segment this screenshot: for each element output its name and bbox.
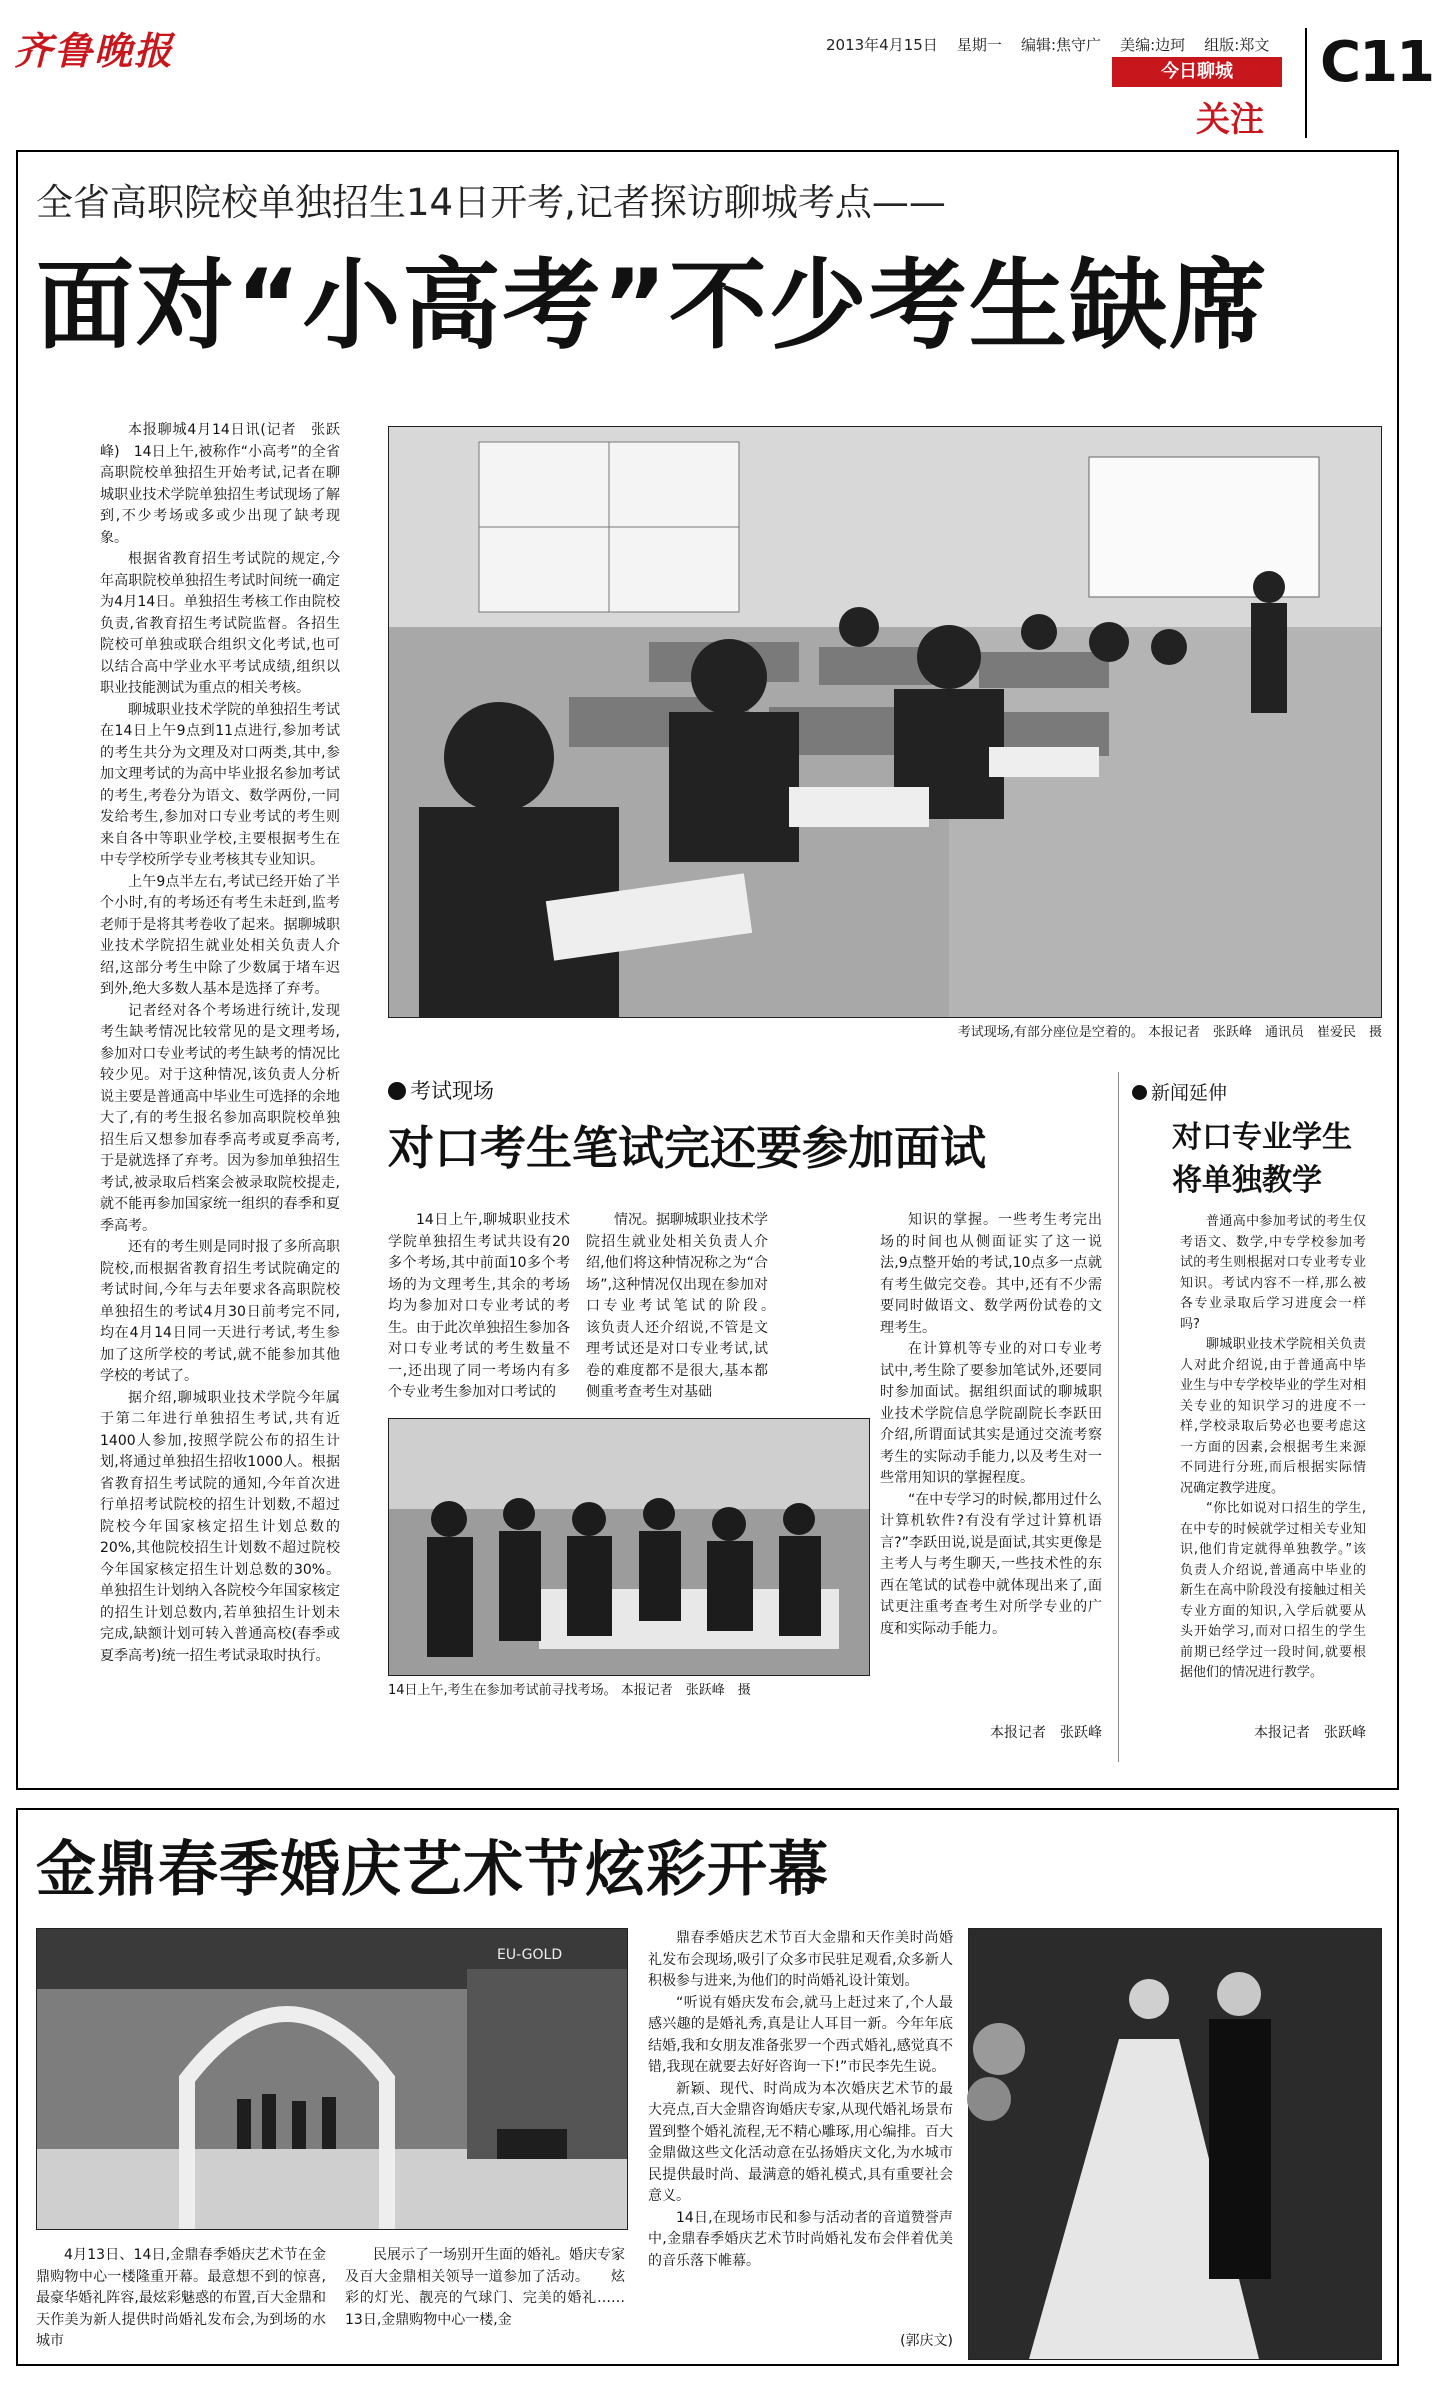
side-story-paragraph: 普通高中参加考试的考生仅考语文、数学,中专学校参加考试的考生则根据对口专业考专业知识。考试内容不一样,那么被各专业录取后学习进度会一样吗?: [1180, 1214, 1366, 1332]
lead-paragraph: 记者经对各个考场进行统计,发现考生缺考情况比较常见的是文理考场,参加对口专业考试的考生缺考的情况比较少见。对于这种情况,该负责人分析说主要是普通高中毕业生可选择的余地大了,有的考生报名参加高职院校单独招生后又想参加春季高考或夏季高考,于是就选择了弃考。因为参加单独招生考试,被录取后档案会被录取院校提走,就不能再参加国家统一组织的春季和夏季高考。: [100, 1002, 340, 1234]
bottom-story-column-3: [648, 1928, 953, 2328]
side-story-headline-line1: 对口专业学生: [1172, 1120, 1352, 1155]
sub-story-paragraph: 在计算机等专业的对口专业考试中,考生除了要参加笔试外,还要同时参加面试。据组织面试的聊城职业技术学院信息学院副院长李跃田介绍,所谓面试其实是通过交流考察考生的实际动手能力,以及考生对一些常用知识的掌握程度。: [880, 1341, 1102, 1486]
sub-story-paragraph: “在中专学习的时候,都用过什么计算机软件?有没有学过计算机语言?”李跃田说,说是面试,其实更像是主考人与考生聊天,一些技术性的东西在笔试的试卷中就体现出来了,面试更注重考查考生对所学专业的广度和实际动手能力。: [880, 1491, 1102, 1637]
bottom-story-column-1: [36, 2245, 326, 2355]
exam-room-photo-illustration: [389, 427, 1381, 1017]
column-divider: [1118, 1072, 1119, 1762]
sub-story-column-2: [586, 1210, 796, 1405]
lead-paragraph: 本报聊城4月14日讯(记者 张跃峰) 14日上午,被称作“小高考”的全省高职院校单独招生开始考试,记者在聊城职业技术学院单独招生考试现场了解到,不少考场或多或少出现了缺考现象。: [100, 422, 340, 546]
bottom-story-headline: 金鼎春季婚庆艺术节炫彩开幕: [36, 1835, 829, 1905]
sub-story-tag-label: 考试现场: [410, 1079, 494, 1103]
exam-room-photo: [388, 426, 1382, 1018]
bottom-story-byline: (郭庆文): [900, 2333, 953, 2349]
tag-bullet-icon: [1132, 1085, 1147, 1100]
page-number: C11: [1320, 30, 1433, 95]
bottom-story-paragraph: 新颖、现代、时尚成为本次婚庆艺术节的最大亮点,百大金鼎咨询婚庆专家,从现代婚礼场景布置到整个婚礼流程,无不精心雕琢,用心编排。百大金鼎做这些文化活动意在弘扬婚庆文化,为水城市民提供最时尚、最满意的婚礼模式,具有重要社会意义。: [648, 2080, 953, 2204]
lead-paragraph: 聊城职业技术学院的单独招生考试在14日上午9点到11点进行,参加考试的考生共分为文理及对口两类,其中,参加文理考试的为高中毕业报名参加考试的考生,考卷分为语文、数学两份,一同发给考生,参加对口专业考试的考生则来自各中等职业学校,主要根据考生在中专学校所学专业考核其专业知识。: [100, 701, 340, 868]
lead-paragraph: 还有的考生则是同时报了多所高职院校,而根据省教育招生考试院确定的考试时间,今年与去年要求各高职院校单独招生的考试4月30日前考完不同,均在4月14日同一天进行考试,考生参加了这所学校的考试,就不能参加其他学校的考试了。: [100, 1239, 340, 1384]
side-story-paragraph: 聊城职业技术学院相关负责人对此介绍说,由于普通高中毕业生与中专学校毕业的学生对相关专业的知识学习的进度不一样,学校录取后势必也要考虑这一方面的因素,会根据考生来源不同进行分班,而后根据实际情况确定教学进度。: [1180, 1337, 1366, 1496]
sub-story-tag: [388, 1075, 494, 1105]
lead-paragraph: 据介绍,聊城职业技术学院今年属于第二年进行单独招生考试,共有近1400人参加,按照学院公布的招生计划,将通过单独招生招收1000人。根据省教育招生考试院的通知,今年首次进行单招考试院校的招生计划数,不超过院校今年国家核定招生计划总数的20%,其他院校招生计划数不超过院校今年国家核定招生计划总数的30%。单独招生计划纳入各院校今年国家核定的招生计划总数内,若单独招生计划未完成,缺额计划可转入普通高校(春季或夏季高考)统一招生考试录取时执行。: [100, 1389, 340, 1664]
lead-headline: 面对“小高考”不少考生缺席: [36, 249, 1269, 363]
masthead-info: [826, 34, 1269, 55]
bottom-story-paragraph: 鼎春季婚庆艺术节百大金鼎和天作美时尚婚礼发布会现场,吸引了众多市民驻足观看,众多新人积极参与进来,为他们的时尚婚礼设计策划。: [648, 1930, 953, 1989]
sub-story-headline: 对口考生笔试完还要参加面试: [388, 1121, 986, 1175]
bottom-story-column-2: [345, 2245, 625, 2355]
sub-story-byline: 本报记者 张跃峰: [990, 1725, 1102, 1741]
sub-story-column-1: [388, 1210, 570, 1405]
sub-story-paragraph: 14日上午,聊城职业技术学院单独招生考试共设有20多个考场,其中前面10多个考场的为文理考生,其余的考场均为参加对口专业考试的考生。由于此次单独招生参加各对口专业考试的考生数量不一,还出现了同一考场内有多个专业考生参加对口考试的: [388, 1212, 570, 1400]
section-tag: 今日聊城: [1112, 57, 1282, 87]
sub-story-paragraph: 情况。据聊城职业技术学院招生就业处相关负责人介绍,他们将这种情况称之为“合场”,这种情况仅出现在参加对口专业考试笔试的阶段。 该负责人还介绍说,不管是文理考试还是对口专业考试,试卷的难度都不是很大,基本都侧重考查考生对基础: [586, 1212, 796, 1400]
art-editor-credit: 美编:边珂: [1120, 36, 1186, 54]
bottom-story-paragraph: 民展示了一场别开生面的婚礼。婚庆专家及百大金鼎相关领导一道参加了活动。 炫彩的灯光、靓亮的气球门、完美的婚礼……13日,金鼎购物中心一楼,金: [345, 2247, 625, 2328]
lead-paragraph: 上午9点半左右,考试已经开始了半个小时,有的考场还有考生未赶到,监考老师于是将其考卷收了起来。据聊城职业技术学院招生就业处相关负责人介绍,这部分考生中除了少数属于堵车迟到外,绝大多数人基本是选择了弃考。: [100, 873, 340, 997]
side-story-body: [1180, 1212, 1366, 1717]
issue-weekday: 星期一: [956, 36, 1002, 54]
lead-paragraph: 根据省教育招生考试院的规定,今年高职院校单独招生考试时间统一确定为4月14日。单独招生考核工作由院校负责,省教育招生考试院监督。各招生院校可单独或联合组织文化考试,也可以结合高中学业水平考试成绩,组织以职业技能测试为重点的相关考核。: [100, 551, 340, 696]
exam-room-photo-caption: 考试现场,有部分座位是空着的。 本报记者 张跃峰 通讯员 崔爱民 摄: [957, 1025, 1382, 1040]
tag-bullet-icon: [388, 1082, 406, 1100]
bottom-story-paragraph: 14日,在现场市民和参与活动者的音道赞誉声中,金鼎春季婚庆艺术节时尚婚礼发布会伴着优美的音乐落下帷幕。: [648, 2209, 953, 2269]
lead-body: [100, 420, 340, 1755]
wedding-arch-photo-illustration: [37, 1929, 627, 2229]
mall-sign-text: EU-GOLD: [497, 1947, 563, 1963]
editor-credit: 编辑:焦守广: [1020, 36, 1102, 54]
wedding-couple-photo: [968, 1928, 1382, 2360]
bottom-story-paragraph: 4月13日、14日,金鼎春季婚庆艺术节在金鼎购物中心一楼隆重开幕。最意想不到的惊喜,最豪华婚礼阵容,最炫彩魅惑的布置,百大金鼎和天作美为新人提供时尚婚礼发布会,为到场的水城市: [36, 2247, 326, 2349]
side-story-byline: 本报记者 张跃峰: [1254, 1725, 1366, 1741]
bottom-story-paragraph: “听说有婚庆发布会,就马上赶过来了,个人最感兴趣的是婚礼秀,真是让人耳目一新。今年年底结婚,我和女朋友准备张罗一个西式婚礼,感觉真不错,我现在就要去好好咨询一下!”市民李先生说。: [648, 1994, 953, 2075]
side-story-paragraph: “你比如说对口招生的学生,在中专的时候就学过相关专业知识,他们肯定就得单独教学。”该负责人介绍说,普通高中毕业的新生在高中阶段没有接触过相关专业方面的知识,入学后就要从头开始学习,而对口招生的学生前期已经学过一段时间,就要根据他们的情况进行教学。: [1180, 1501, 1366, 1680]
side-story-headline-line2: 将单独教学: [1172, 1163, 1322, 1198]
side-story-tag-label: 新闻延伸: [1151, 1082, 1228, 1104]
layout-editor-credit: 组版:郑文: [1204, 36, 1270, 54]
wedding-couple-photo-illustration: [969, 1929, 1381, 2359]
side-story-tag: [1132, 1078, 1227, 1105]
sub-story-column-3: [880, 1210, 1102, 1715]
lead-kicker: 全省高职院校单独招生14日开考,记者探访聊城考点——: [36, 181, 946, 224]
exam-hall-photo-caption: 14日上午,考生在参加考试前寻找考场。 本报记者 张跃峰 摄: [388, 1683, 751, 1698]
section-name: 关注: [1196, 100, 1264, 140]
exam-hall-photo-illustration: [389, 1419, 869, 1675]
exam-hall-photo: [388, 1418, 870, 1676]
sub-story-paragraph: 知识的掌握。一些考生考完出场的时间也从侧面证实了这一说法,9点整开始的考试,10点多一点就有考生做完交卷。其中,还有不少需要同时做语文、数学两份试卷的文理考生。: [880, 1212, 1102, 1336]
masthead-divider: [1305, 28, 1307, 138]
wedding-arch-photo: [36, 1928, 628, 2230]
issue-date: 2013年4月15日: [826, 36, 938, 54]
newspaper-logo: 齐鲁晚报: [14, 28, 175, 73]
